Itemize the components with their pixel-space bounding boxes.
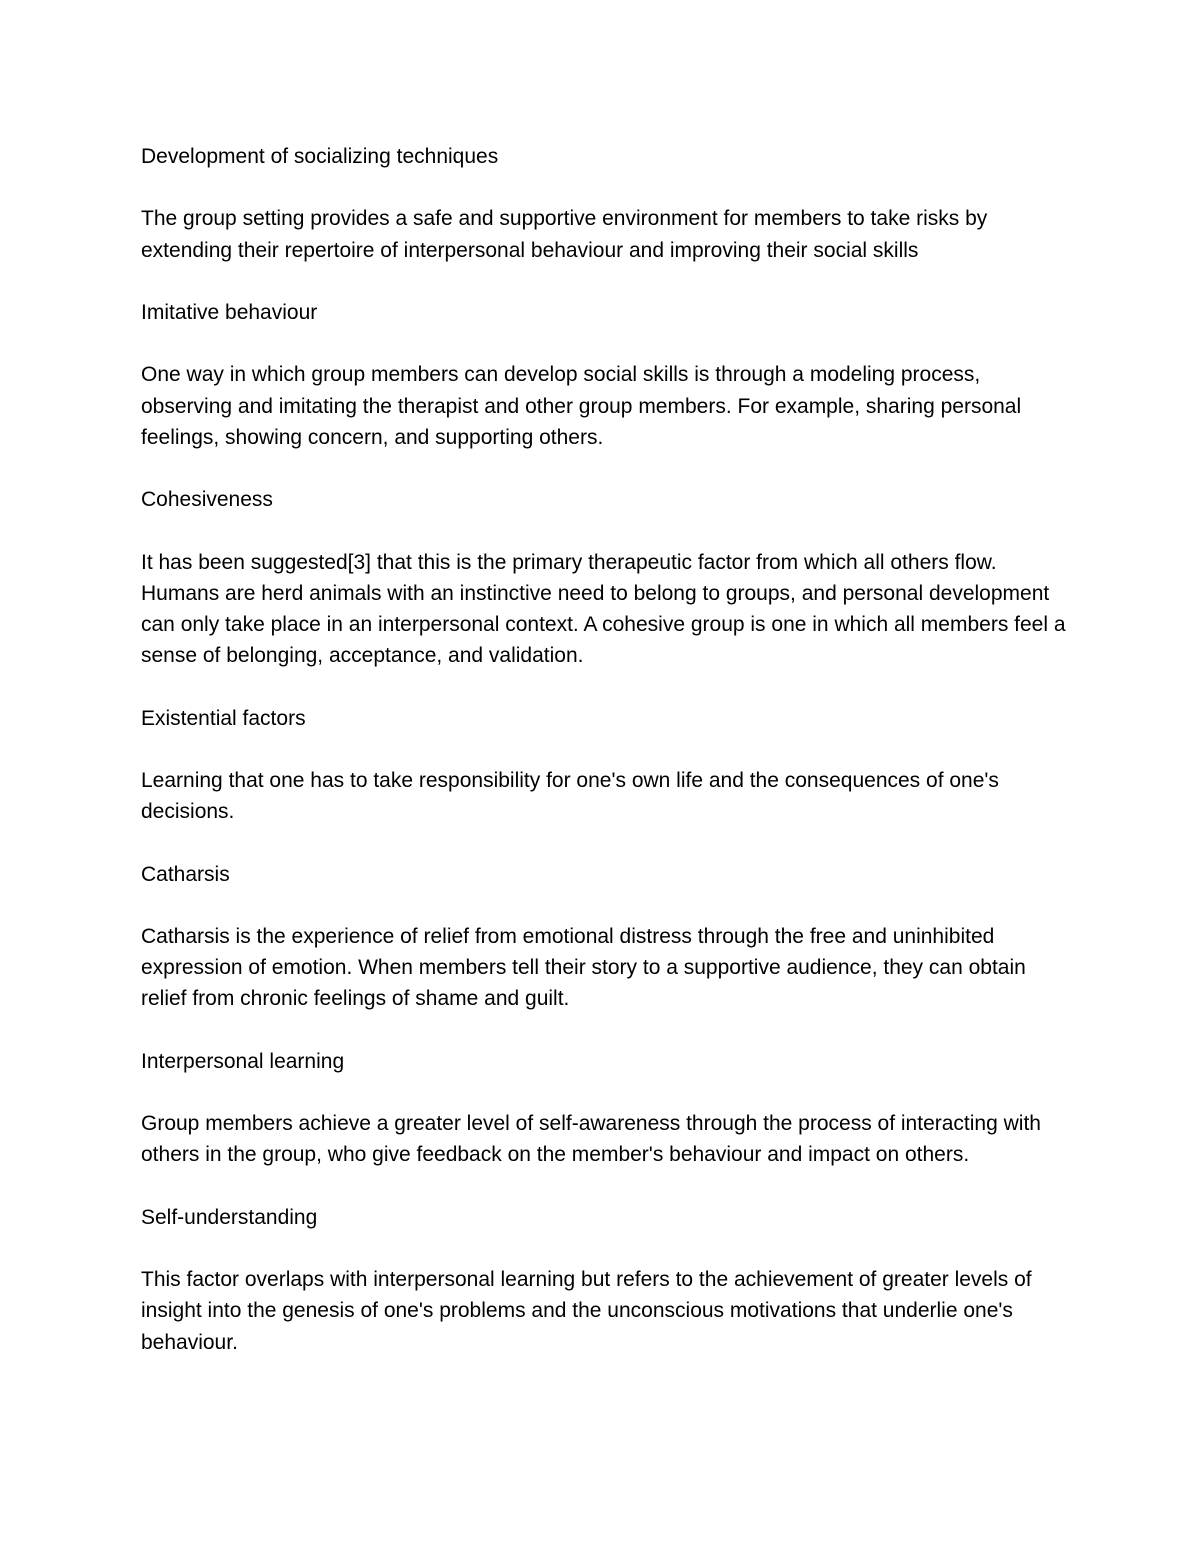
section-body: This factor overlaps with interpersonal learning but refers to the achievement of greater levels of insight into the genesis of one's problems and the unconscious motivations that underlie one's behaviour. [141, 1268, 1032, 1354]
section-heading: Development of socializing techniques [141, 145, 499, 168]
section-body: One way in which group members can develop social skills is through a modeling process, observing and imitating the therapist and other group members. For example, sharing personal feelings, showing concern, and supporting others. [141, 363, 1022, 449]
section-heading: Interpersonal learning [141, 1049, 345, 1073]
section-heading: Cohesiveness [141, 488, 273, 512]
section-body: Group members achieve a greater level of self-awareness through the process of interacting with others in the group, who give feedback on the member's behaviour and impact on others. [141, 1112, 1041, 1167]
section-body: Catharsis is the experience of relief from emotional distress through the free and uninhibited expression of emotion. When members tell their story to a supportive audience, they can obtain relief from chronic feelings of shame and guilt. [141, 924, 1026, 1011]
section-heading: Imitative behaviour [141, 300, 318, 324]
section-body: It has been suggested[3] that this is the primary therapeutic factor from which all others flow. Humans are herd animals with an instinctive need to belong to groups, and personal development can only take place in an interpersonal context. A cohesive group is one in which all members feel a sense of belonging, acceptance, and validation. [141, 550, 1066, 668]
section-heading: Catharsis [141, 862, 230, 886]
document-page [141, 141, 1066, 1389]
section-heading: Self-understanding [141, 1205, 318, 1229]
section-body: Learning that one has to take responsibility for one's own life and the consequences of one's decisions. [141, 768, 999, 824]
section-heading: Existential factors [141, 706, 306, 730]
section-body: The group setting provides a safe and supportive environment for members to take risks by extending their repertoire of interpersonal behaviour and improving their social skills [141, 207, 988, 262]
